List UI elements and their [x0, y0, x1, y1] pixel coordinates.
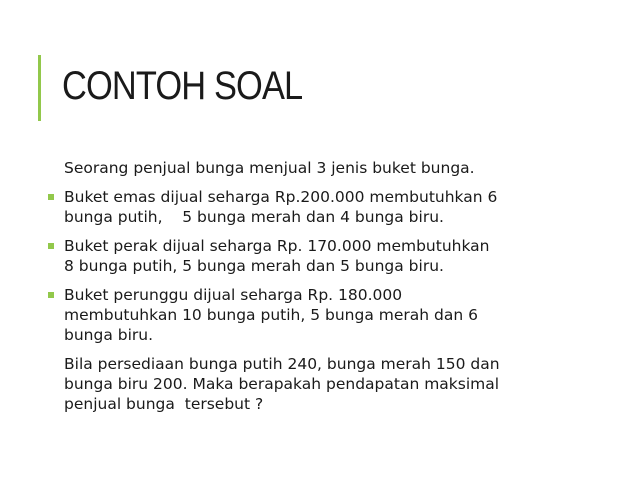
- slide-title: CONTOH SOAL: [62, 64, 303, 108]
- bullet-line: 8 bunga putih, 5 bunga merah dan 5 bunga biru.: [64, 257, 444, 275]
- title-accent-bar: [38, 55, 41, 121]
- bullet-line: bunga putih, 5 bunga merah dan 4 bunga biru.: [64, 208, 444, 226]
- closing-line: bunga biru 200. Maka berapakah pendapatan maksimal: [64, 375, 500, 393]
- bullet-line: Buket perunggu dijual seharga Rp. 180.000: [64, 286, 403, 304]
- bullet-line: membutuhkan 10 bunga putih, 5 bunga merah dan 6: [64, 306, 478, 324]
- bullet-line: bunga biru.: [64, 326, 154, 344]
- bullet-item-bronze: [58, 285, 598, 345]
- slide-body: [58, 158, 598, 414]
- intro-text: Seorang penjual bunga menjual 3 jenis buket bunga.: [64, 159, 475, 177]
- bullet-square-icon: [48, 243, 54, 249]
- bullet-item-silver: [58, 236, 598, 276]
- bullet-line: Buket perak dijual seharga Rp. 170.000 membutuhkan: [64, 237, 490, 255]
- bullet-square-icon: [48, 194, 54, 200]
- bullet-item-gold: [58, 187, 598, 227]
- closing-line: Bila persediaan bunga putih 240, bunga merah 150 dan: [64, 355, 500, 373]
- closing-question: [58, 354, 598, 414]
- bullet-square-icon: [48, 292, 54, 298]
- closing-line: penjual bunga tersebut ?: [64, 395, 264, 413]
- bullet-line: Buket emas dijual seharga Rp.200.000 membutuhkan 6: [64, 188, 498, 206]
